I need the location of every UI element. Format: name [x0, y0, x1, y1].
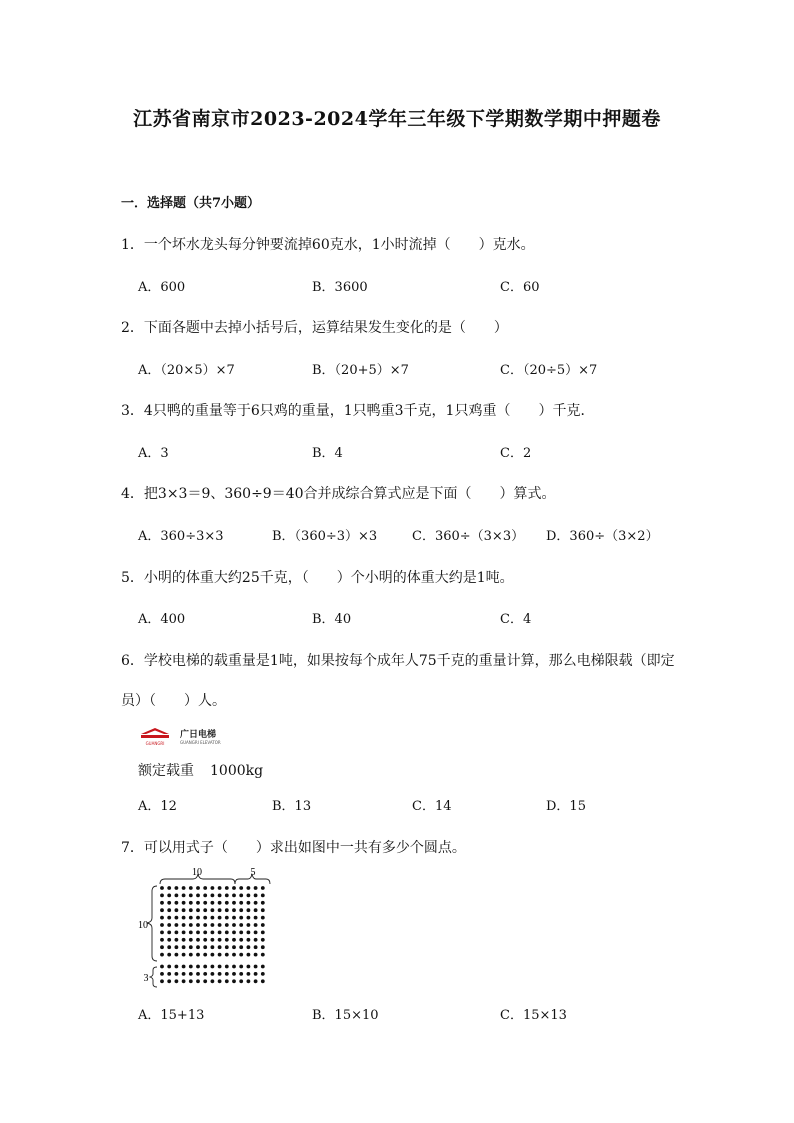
- dot: [160, 945, 164, 949]
- question-1-option-b[interactable]: B．3600: [312, 280, 368, 295]
- question-4-option-c[interactable]: C．360÷（3×3）: [412, 529, 525, 544]
- dot: [189, 923, 193, 927]
- dot: [167, 923, 171, 927]
- dot: [232, 953, 236, 957]
- question-1-stem: 1．一个坏水龙头每分钟要流掉60克水，1小时流掉（ ）克水。: [121, 237, 535, 253]
- dot: [160, 923, 164, 927]
- dot: [189, 886, 193, 890]
- dot: [167, 953, 171, 957]
- dot: [175, 894, 179, 898]
- dot: [247, 945, 251, 949]
- dot: [232, 916, 236, 920]
- question-2-stem: 2．下面各题中去掉小括号后，运算结果发生变化的是（ ）: [121, 320, 508, 336]
- dot: [160, 894, 164, 898]
- dot: [189, 931, 193, 935]
- dot: [218, 931, 222, 935]
- dot: [182, 886, 186, 890]
- question-3-stem: 3．4只鸭的重量等于6只鸡的重量，1只鸭重3千克，1只鸡重（ ）千克．: [121, 403, 595, 419]
- dot: [225, 916, 229, 920]
- dot: [232, 965, 236, 969]
- question-4-option-a[interactable]: A．360÷3×3: [138, 529, 224, 544]
- dot: [182, 953, 186, 957]
- dot: [218, 979, 222, 983]
- rated-load-value: 1000kg: [210, 763, 264, 779]
- dot: [211, 953, 215, 957]
- dot: [254, 972, 258, 976]
- dot: [167, 972, 171, 976]
- question-2-option-a[interactable]: A．（20×5）×7: [138, 363, 235, 378]
- question-6-stem-line2: 员）（ ）人。: [121, 693, 226, 709]
- dot: [203, 894, 207, 898]
- dot: [218, 965, 222, 969]
- dot: [239, 908, 243, 912]
- dot: [189, 894, 193, 898]
- question-7-option-b[interactable]: B．15×10: [312, 1008, 379, 1023]
- left-top-brace: [147, 886, 157, 961]
- dot: [232, 931, 236, 935]
- question-3-option-a[interactable]: A．3: [138, 446, 169, 461]
- dot: [218, 916, 222, 920]
- question-5-option-c[interactable]: C．4: [500, 612, 532, 627]
- dot: [225, 979, 229, 983]
- dot: [196, 886, 200, 890]
- dot: [203, 916, 207, 920]
- dot: [196, 901, 200, 905]
- dot: [218, 923, 222, 927]
- dot: [182, 965, 186, 969]
- dot-grid-svg: [136, 866, 276, 992]
- dot: [247, 965, 251, 969]
- question-3-option-c[interactable]: C．2: [500, 446, 532, 461]
- dot: [261, 886, 265, 890]
- question-6-option-d[interactable]: D．15: [546, 799, 586, 814]
- dot: [225, 894, 229, 898]
- dot: [239, 965, 243, 969]
- dot: [175, 979, 179, 983]
- dot: [175, 908, 179, 912]
- dot: [211, 965, 215, 969]
- dot: [167, 886, 171, 890]
- dot: [247, 979, 251, 983]
- dot: [225, 923, 229, 927]
- dot: [203, 953, 207, 957]
- dot: [203, 938, 207, 942]
- dot: [232, 886, 236, 890]
- dot: [225, 931, 229, 935]
- dot: [211, 938, 215, 942]
- dot: [167, 901, 171, 905]
- dot: [239, 894, 243, 898]
- dot: [218, 953, 222, 957]
- dot: [182, 908, 186, 912]
- question-4-option-d[interactable]: D．360÷（3×2）: [546, 529, 659, 544]
- dot: [203, 901, 207, 905]
- dot: [232, 938, 236, 942]
- dot: [160, 886, 164, 890]
- dot: [167, 965, 171, 969]
- question-6-option-c[interactable]: C．14: [412, 799, 452, 814]
- dot: [167, 916, 171, 920]
- dot: [211, 901, 215, 905]
- dot: [247, 938, 251, 942]
- dot: [175, 938, 179, 942]
- dot: [160, 972, 164, 976]
- dot: [189, 979, 193, 983]
- dot: [225, 965, 229, 969]
- dot: [247, 916, 251, 920]
- dot: [218, 886, 222, 890]
- dot: [232, 979, 236, 983]
- dot: [211, 979, 215, 983]
- dot: [211, 908, 215, 912]
- dot: [189, 938, 193, 942]
- dot: [175, 886, 179, 890]
- dot: [211, 945, 215, 949]
- dot: [182, 931, 186, 935]
- dot: [167, 945, 171, 949]
- dot: [182, 972, 186, 976]
- dot-grid-figure: [136, 866, 276, 992]
- dot: [261, 894, 265, 898]
- dot: [203, 908, 207, 912]
- question-5-stem: 5．小明的体重大约25千克，（ ）个小明的体重大约是1吨。: [121, 570, 514, 586]
- dot: [239, 953, 243, 957]
- dot: [203, 972, 207, 976]
- dot: [203, 886, 207, 890]
- left-top-label: 10: [138, 920, 148, 931]
- dot: [182, 894, 186, 898]
- question-2-option-c[interactable]: C．（20÷5）×7: [500, 363, 598, 378]
- dot: [254, 894, 258, 898]
- dot: [218, 938, 222, 942]
- dot: [160, 931, 164, 935]
- dot: [261, 953, 265, 957]
- dot: [225, 953, 229, 957]
- dot: [196, 923, 200, 927]
- rated-load-label: [138, 760, 279, 780]
- dot: [160, 938, 164, 942]
- dot: [239, 916, 243, 920]
- dot: [254, 938, 258, 942]
- dot: [189, 965, 193, 969]
- question-6-option-b[interactable]: B．13: [272, 799, 312, 814]
- dot: [189, 901, 193, 905]
- dot: [239, 901, 243, 905]
- dot: [254, 908, 258, 912]
- dot: [196, 908, 200, 912]
- dots-group: [160, 886, 265, 983]
- dot: [211, 894, 215, 898]
- dot: [232, 972, 236, 976]
- dot: [218, 908, 222, 912]
- dot: [261, 901, 265, 905]
- dot: [254, 979, 258, 983]
- svg-text:广日电梯: 广日电梯: [180, 730, 217, 740]
- question-7-option-c[interactable]: C．15×13: [500, 1008, 567, 1023]
- top-left-label: 10: [192, 867, 202, 878]
- dot: [175, 953, 179, 957]
- question-6-option-a[interactable]: A．12: [138, 799, 177, 814]
- dot: [182, 916, 186, 920]
- dot: [189, 972, 193, 976]
- dot: [239, 979, 243, 983]
- question-1-option-a[interactable]: A．600: [138, 280, 186, 295]
- dot: [203, 979, 207, 983]
- dot: [182, 938, 186, 942]
- dot: [196, 938, 200, 942]
- dot: [239, 886, 243, 890]
- page-title: 江苏省南京市2023-2024学年三年级下学期数学期中押题卷: [133, 108, 661, 130]
- dot: [261, 931, 265, 935]
- dot: [203, 931, 207, 935]
- dot: [175, 931, 179, 935]
- dot: [196, 953, 200, 957]
- dot: [160, 965, 164, 969]
- dot: [254, 931, 258, 935]
- left-bottom-label: 3: [143, 973, 149, 984]
- dot: [254, 953, 258, 957]
- dot: [189, 916, 193, 920]
- dot: [218, 945, 222, 949]
- dot: [189, 953, 193, 957]
- dot: [211, 923, 215, 927]
- dot: [182, 945, 186, 949]
- dot: [232, 945, 236, 949]
- question-6-stem-line1: 6．学校电梯的载重量是1吨，如果按每个成年人75千克的重量计算，那么电梯限载（即定: [121, 653, 675, 669]
- dot: [218, 972, 222, 976]
- question-7-option-a[interactable]: A．15+13: [138, 1008, 205, 1023]
- dot: [254, 923, 258, 927]
- dot: [225, 908, 229, 912]
- dot: [167, 938, 171, 942]
- dot: [261, 972, 265, 976]
- dot: [196, 931, 200, 935]
- dot: [175, 965, 179, 969]
- dot: [254, 965, 258, 969]
- dot: [225, 972, 229, 976]
- dot: [182, 901, 186, 905]
- dot: [211, 886, 215, 890]
- dot: [175, 916, 179, 920]
- dot: [203, 965, 207, 969]
- dot: [182, 923, 186, 927]
- dot: [261, 916, 265, 920]
- dot: [167, 979, 171, 983]
- question-7-stem: 7．可以用式子（ ）求出如图中一共有多少个圆点。: [121, 840, 466, 856]
- dot: [160, 953, 164, 957]
- dot: [189, 945, 193, 949]
- dot: [232, 894, 236, 898]
- svg-text:GUANGRI: GUANGRI: [145, 741, 165, 746]
- dot: [211, 916, 215, 920]
- dot: [211, 931, 215, 935]
- dot: [189, 908, 193, 912]
- dot: [261, 979, 265, 983]
- dot: [232, 923, 236, 927]
- dot: [247, 908, 251, 912]
- dot: [239, 938, 243, 942]
- dot: [203, 923, 207, 927]
- dot: [175, 972, 179, 976]
- dot: [196, 945, 200, 949]
- dot: [160, 908, 164, 912]
- elevator-logo: [138, 726, 238, 748]
- dot: [247, 972, 251, 976]
- question-5-option-a[interactable]: A．400: [138, 612, 186, 627]
- dot: [218, 901, 222, 905]
- dot: [175, 901, 179, 905]
- svg-text:GUANGRI ELEVATOR: GUANGRI ELEVATOR: [180, 740, 221, 745]
- dot: [196, 972, 200, 976]
- guangri-logo-icon: [138, 726, 238, 748]
- dot: [196, 894, 200, 898]
- dot: [211, 972, 215, 976]
- dot: [247, 923, 251, 927]
- dot: [225, 901, 229, 905]
- dot: [203, 945, 207, 949]
- dot: [239, 931, 243, 935]
- dot: [167, 908, 171, 912]
- dot: [160, 979, 164, 983]
- dot: [247, 886, 251, 890]
- dot: [239, 923, 243, 927]
- dot: [232, 908, 236, 912]
- rated-load-text: 额定载重: [138, 763, 194, 779]
- question-1-option-c[interactable]: C．60: [500, 280, 540, 295]
- dot: [196, 965, 200, 969]
- dot: [160, 916, 164, 920]
- dot: [261, 923, 265, 927]
- dot: [196, 916, 200, 920]
- dot: [225, 945, 229, 949]
- dot: [247, 931, 251, 935]
- question-4-option-b[interactable]: B．（360÷3）×3: [272, 529, 378, 544]
- dot: [175, 923, 179, 927]
- left-bottom-brace: [150, 967, 157, 987]
- dot: [254, 916, 258, 920]
- dot: [167, 894, 171, 898]
- dot: [247, 894, 251, 898]
- top-right-label: 5: [250, 867, 256, 878]
- dot: [261, 965, 265, 969]
- dot: [218, 894, 222, 898]
- dot: [247, 901, 251, 905]
- dot: [261, 908, 265, 912]
- dot: [254, 886, 258, 890]
- dot: [247, 953, 251, 957]
- dot: [261, 938, 265, 942]
- dot: [239, 945, 243, 949]
- section-heading: 一．选择题（共7小题）: [121, 196, 261, 211]
- dot: [261, 945, 265, 949]
- question-4-stem: 4．把3×3＝9、360÷9＝40合并成综合算式应是下面（ ）算式。: [121, 486, 556, 502]
- dot: [239, 972, 243, 976]
- dot: [175, 945, 179, 949]
- dot: [232, 901, 236, 905]
- dot: [254, 945, 258, 949]
- dot: [160, 901, 164, 905]
- dot: [254, 901, 258, 905]
- question-5-option-b[interactable]: B．40: [312, 612, 352, 627]
- question-3-option-b[interactable]: B．4: [312, 446, 343, 461]
- question-2-option-b[interactable]: B．（20+5）×7: [312, 363, 409, 378]
- dot: [182, 979, 186, 983]
- dot: [225, 938, 229, 942]
- dot: [225, 886, 229, 890]
- dot: [167, 931, 171, 935]
- dot: [196, 979, 200, 983]
